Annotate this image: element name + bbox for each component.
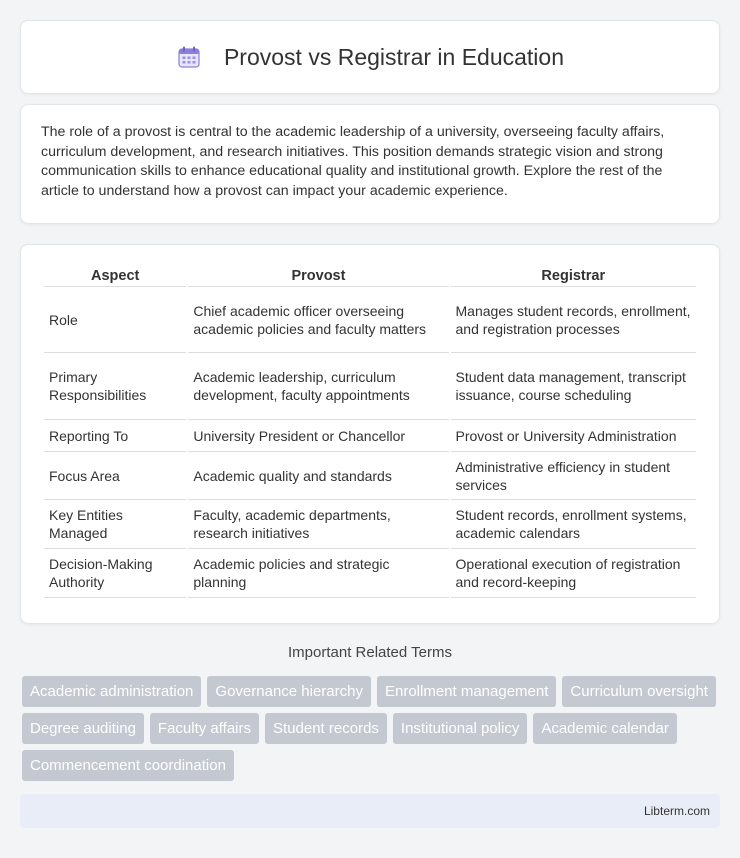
related-term-tag[interactable]: Governance hierarchy: [207, 676, 371, 707]
aspect-cell: Focus Area: [44, 452, 186, 500]
table-row: [44, 353, 696, 420]
footer-site-link[interactable]: Libterm.com: [643, 804, 710, 818]
registrar-cell: Student data management, transcript issuance, course scheduling: [451, 353, 696, 420]
aspect-cell: Role: [44, 287, 186, 353]
table-row: [44, 500, 696, 549]
related-term-tag[interactable]: Academic calendar: [533, 713, 677, 744]
aspect-cell: Key Entities Managed: [44, 500, 186, 549]
table-row: [44, 452, 696, 500]
aspect-cell: Decision-Making Authority: [44, 549, 186, 598]
aspect-cell: Reporting To: [44, 420, 186, 452]
provost-cell: Faculty, academic departments, research initiatives: [188, 500, 448, 549]
related-term-tag[interactable]: Institutional policy: [393, 713, 527, 744]
related-term-tag[interactable]: Student records: [265, 713, 387, 744]
registrar-cell: Provost or University Administration: [451, 420, 696, 452]
intro-card: [20, 104, 720, 224]
related-terms-list: [22, 676, 722, 787]
provost-cell: Academic policies and strategic planning: [188, 549, 448, 598]
table-row: [44, 287, 696, 353]
footer: [20, 794, 720, 828]
table-row: [44, 549, 696, 598]
related-terms-title: Important Related Terms: [288, 644, 452, 661]
provost-cell: University President or Chancellor: [188, 420, 448, 452]
registrar-cell: Operational execution of registration and record-keeping: [451, 549, 696, 598]
related-term-tag[interactable]: Faculty affairs: [150, 713, 259, 744]
related-term-tag[interactable]: Enrollment management: [377, 676, 556, 707]
provost-cell: Chief academic officer overseeing academic policies and faculty matters: [188, 287, 448, 353]
registrar-cell: Manages student records, enrollment, and registration processes: [451, 287, 696, 353]
table-header-row: [44, 265, 696, 287]
related-term-tag[interactable]: Degree auditing: [22, 713, 144, 744]
comparison-card: [20, 244, 720, 624]
related-term-tag[interactable]: Commencement coordination: [22, 750, 234, 781]
provost-cell: Academic leadership, curriculum development, faculty appointments: [188, 353, 448, 420]
related-term-tag[interactable]: Academic administration: [22, 676, 201, 707]
calendar-icon: [176, 44, 202, 70]
column-header-registrar: Registrar: [451, 265, 696, 287]
provost-cell: Academic quality and standards: [188, 452, 448, 500]
registrar-cell: Administrative efficiency in student services: [451, 452, 696, 500]
intro-text: The role of a provost is central to the academic leadership of a university, overseeing faculty affairs, curriculum development, and research initiatives. This position demands strategic vision and strong communication skills to enhance educational quality and institutional growth. Explore the rest of the article to understand how a provost can impact your academic experience.: [41, 124, 665, 199]
table-row: [44, 420, 696, 452]
comparison-table: [42, 265, 698, 598]
related-term-tag[interactable]: Curriculum oversight: [562, 676, 716, 707]
registrar-cell: Student records, enrollment systems, academic calendars: [451, 500, 696, 549]
header-card: [20, 20, 720, 94]
page-title: Provost vs Registrar in Education: [223, 43, 565, 70]
aspect-cell: Primary Responsibilities: [44, 353, 186, 420]
column-header-aspect: Aspect: [44, 265, 186, 287]
column-header-provost: Provost: [188, 265, 448, 287]
